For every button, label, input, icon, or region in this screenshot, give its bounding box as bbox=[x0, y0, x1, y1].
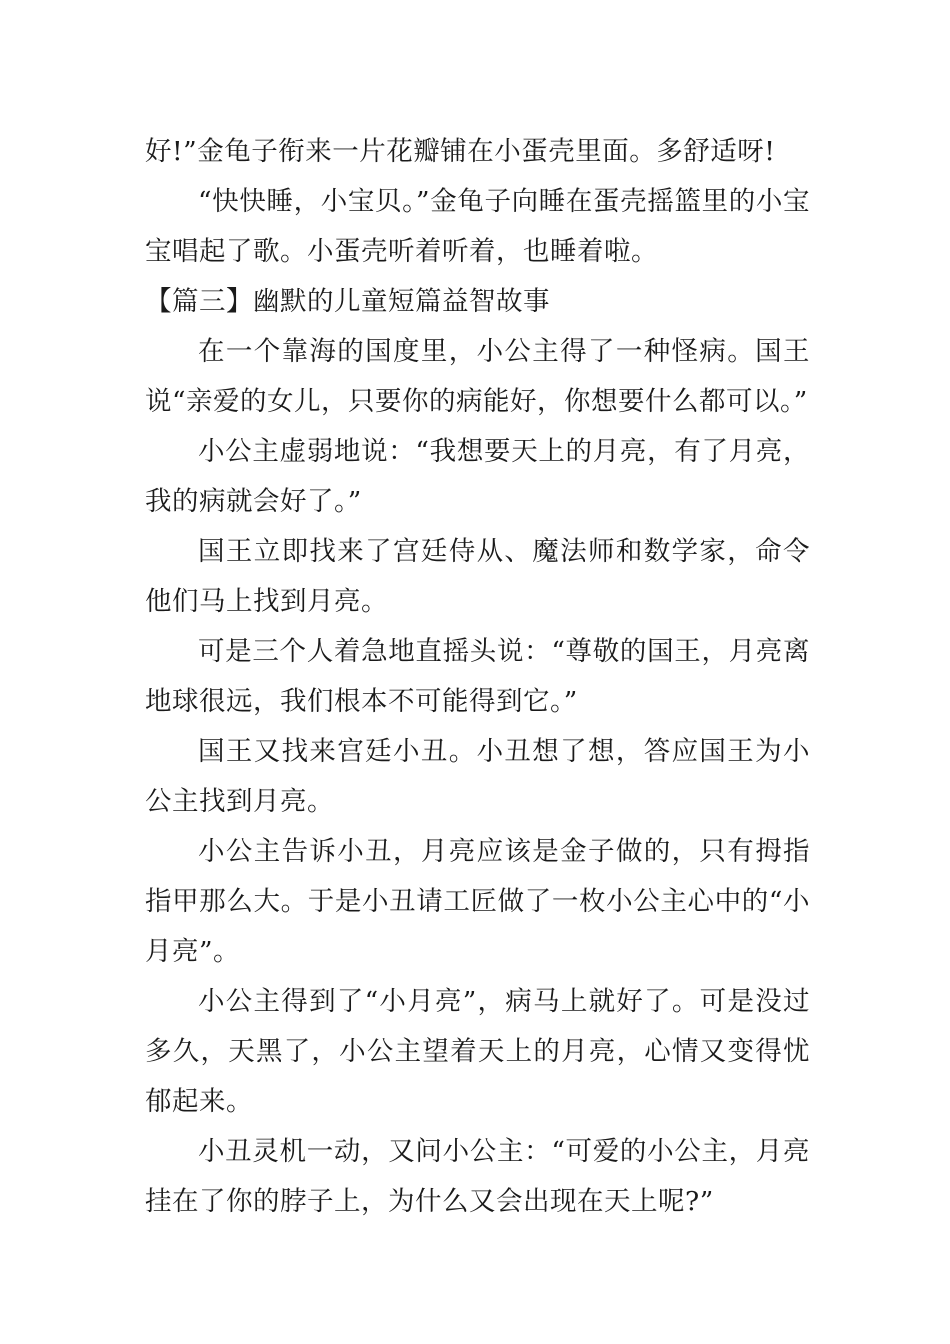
paragraph: 在一个靠海的国度里，小公主得了一种怪病。国王说“亲爱的女儿，只要你的病能好，你想要什么都可以。” bbox=[145, 336, 810, 417]
paragraph: 小公主告诉小丑，月亮应该是金子做的，只有拇指指甲那么大。于是小丑请工匠做了一枚小公主心中的“小月亮”。 bbox=[145, 836, 810, 967]
paragraph: 国王立即找来了宫廷侍从、魔法师和数学家，命令他们马上找到月亮。 bbox=[145, 536, 810, 617]
paragraph: 小公主虚弱地说：“我想要天上的月亮，有了月亮，我的病就会好了。” bbox=[145, 436, 810, 517]
paragraph: “快快睡，小宝贝。”金龟子向睡在蛋壳摇篮里的小宝宝唱起了歌。小蛋壳听着听着，也睡着啦。 bbox=[145, 186, 810, 267]
paragraph: 小公主得到了“小月亮”，病马上就好了。可是没过多久，天黑了，小公主望着天上的月亮，心情又变得忧郁起来。 bbox=[145, 986, 810, 1117]
paragraph: 小丑灵机一动，又问小公主：“可爱的小公主，月亮挂在了你的脖子上，为什么又会出现在天上呢?” bbox=[145, 1136, 810, 1217]
section-heading: 【篇三】幽默的儿童短篇益智故事 bbox=[145, 286, 550, 317]
paragraph: 可是三个人着急地直摇头说：“尊敬的国王，月亮离地球很远，我们根本不可能得到它。” bbox=[145, 636, 810, 717]
document-body bbox=[145, 127, 810, 1227]
paragraph-continuation: 好!”金龟子衔来一片花瓣铺在小蛋壳里面。多舒适呀! bbox=[145, 136, 776, 167]
paragraph: 国王又找来宫廷小丑。小丑想了想，答应国王为小公主找到月亮。 bbox=[145, 736, 810, 817]
